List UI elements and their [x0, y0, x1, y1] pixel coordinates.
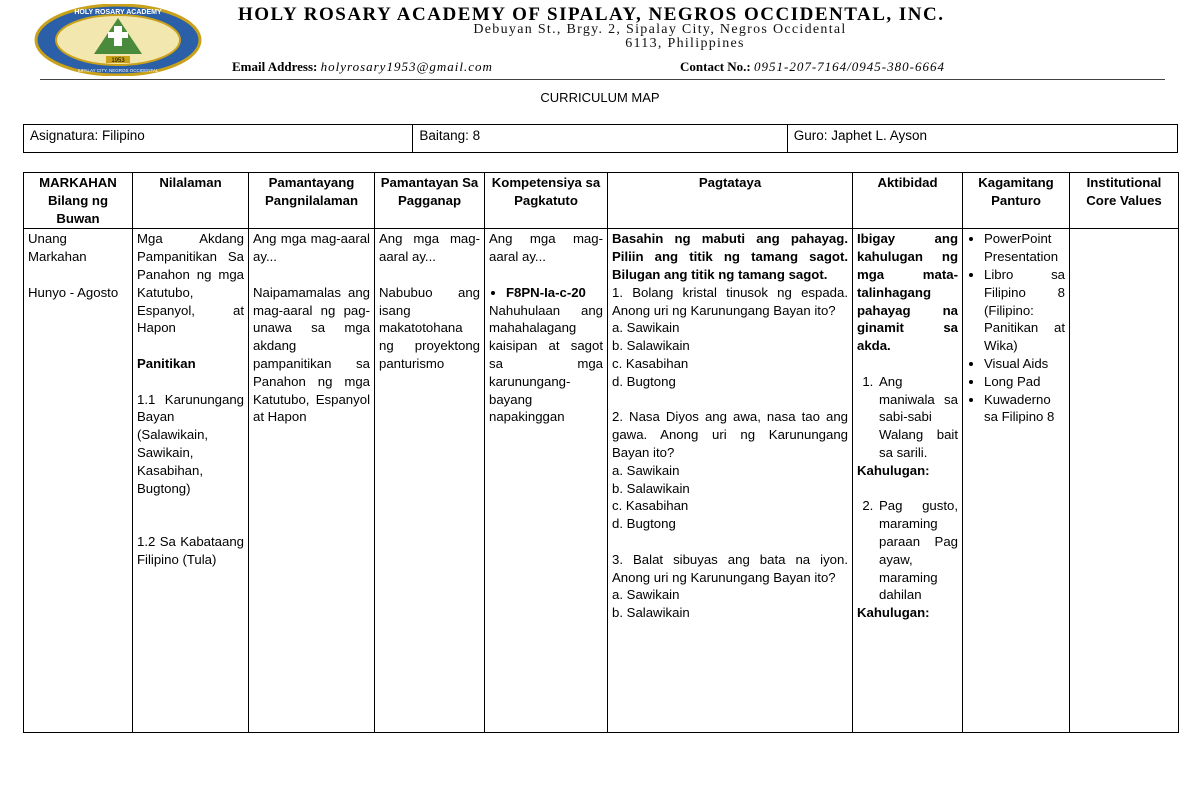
- choice: a. Sawikain: [612, 462, 680, 478]
- nilalaman-cell: [133, 229, 249, 733]
- choice: a. Sawikain: [612, 320, 680, 336]
- aktibidad-item: 2. Pag gusto, maraming paraan Pag ayaw, maraming dahilan: [877, 497, 958, 604]
- header-pagtataya: Pagtataya: [608, 173, 853, 229]
- kompetensiya-intro: Ang mga mag-aaral ay...: [489, 231, 603, 265]
- contact-number: 0951-207-7164/0945-380-6664: [754, 59, 945, 74]
- header-markahan: MARKAHAN Bilang ng Buwan: [24, 173, 133, 229]
- choice: a. Sawikain: [612, 587, 680, 603]
- pagganap-text: Nabubuo ang isang makatotohana ng proyektong panturismo: [379, 284, 480, 371]
- nilalaman-item: 1.1 Karunungang Bayan (Salawikain, Sawikain, Kasabihan, Bugtong): [137, 391, 244, 496]
- header-pangnilalaman: Pamantayang Pangnilalaman: [249, 173, 375, 229]
- svg-text:SIPALAY CITY, NEGROS OCCIDENTA: SIPALAY CITY, NEGROS OCCIDENTAL: [77, 68, 159, 73]
- choice: b. Salawikain: [612, 480, 690, 496]
- header-pagganap: Pamantayan Sa Pagganap: [375, 173, 485, 229]
- kompetensiya-cell: [485, 229, 608, 733]
- header-core-values: Institutional Core Values: [1070, 173, 1179, 229]
- choice: d. Bugtong: [612, 373, 676, 389]
- info-bar: [23, 124, 1178, 153]
- choice: b. Salawikain: [612, 338, 690, 354]
- markahan-quarter: Unang Markahan: [28, 231, 87, 265]
- pangnilalaman-cell: [249, 229, 375, 733]
- email-address: holyrosary1953@gmail.com: [320, 59, 493, 74]
- question-1: 1. Bolang kristal tinusok ng espada. Anong uri ng Karunungang Bayan ito?: [612, 284, 848, 318]
- choice: b. Salawikain: [612, 605, 690, 621]
- teacher-cell: Guro: Japhet L. Ayson: [793, 128, 928, 143]
- letterhead: [0, 0, 1200, 85]
- header-divider: [40, 79, 1165, 80]
- list-item: • Libro sa Filipino 8 (Filipino: Panitikan at Wika): [984, 266, 1065, 355]
- aktibidad-item: 1. Ang maniwala sa sabi-sabi Walang bait sa sarili.: [877, 373, 958, 462]
- markahan-cell: [24, 229, 133, 733]
- school-name: HOLY ROSARY ACADEMY OF SIPALAY, NEGROS OCCIDENTAL, INC.: [238, 4, 945, 25]
- choice: c. Kasabihan: [612, 355, 689, 371]
- choice: c. Kasabihan: [612, 498, 689, 514]
- question-2: 2. Nasa Diyos ang awa, nasa tao ang gawa. Anong uri ng Karunungang Bayan ito?: [612, 409, 848, 460]
- list-item: • Kuwaderno sa Filipino 8: [984, 391, 1065, 427]
- pagganap-intro: Ang mga mag-aaral ay...: [379, 231, 480, 265]
- pangnilalaman-intro: Ang mga mag-aaral ay...: [253, 231, 370, 265]
- core-values-cell: [1070, 229, 1179, 733]
- svg-text:HOLY ROSARY ACADEMY: HOLY ROSARY ACADEMY: [74, 9, 162, 16]
- header-aktibidad: Aktibidad: [853, 173, 963, 229]
- subject-cell: Asignatura: Filipino: [24, 125, 413, 152]
- grade-cell: Baitang: 8: [413, 125, 787, 152]
- list-item: • PowerPoint Presentation: [984, 230, 1065, 266]
- aktibidad-list: [857, 373, 958, 462]
- list-item: • Visual Aids: [984, 355, 1065, 373]
- kompetensiya-code: • F8PN-Ia-c-20: [506, 284, 603, 302]
- kompetensiya-text: Nahuhulaan ang mahahalagang kaisipan at sagot sa mga karunungang-bayang napakinggan: [489, 302, 603, 425]
- pagganap-cell: [375, 229, 485, 733]
- pagtataya-instruction: Basahin ng mabuti ang pahayag. Piliin ang titik ng tamang sagot. Bilugan ang titik ng tamang sagot.: [612, 231, 848, 282]
- school-address-line1: Debuyan St., Brgy. 2, Sipalay City, Negros Occidental: [473, 22, 847, 37]
- header-nilalaman: Nilalaman: [133, 173, 249, 229]
- kagamitan-list: [967, 230, 1065, 426]
- kagamitan-cell: [963, 229, 1070, 733]
- nilalaman-text: Mga Akdang Pampanitikan Sa Panahon ng mga Katutubo, Espanyol, at Hapon: [137, 231, 244, 336]
- email-row: [232, 59, 493, 75]
- contact-row: [680, 59, 945, 75]
- pangnilalaman-text: Naipamamalas ang mag-aaral ng pag-unawa sa mga akdang pampanitikan sa Panahon ng mga Katutubo, Espanyol at Hapon: [253, 284, 370, 425]
- pagtataya-cell: [608, 229, 853, 733]
- page-title: CURRICULUM MAP: [540, 90, 660, 105]
- table-header-row: [24, 173, 1179, 229]
- markahan-months: Hunyo - Agosto: [28, 284, 119, 300]
- list-item: • Long Pad: [984, 373, 1065, 391]
- svg-text:1953: 1953: [111, 58, 125, 64]
- choice: d. Bugtong: [612, 516, 676, 532]
- school-address-line2: 6113, Philippines: [625, 36, 745, 51]
- nilalaman-item: 1.2 Sa Kabataang Filipino (Tula): [137, 533, 244, 567]
- aktibidad-list: [857, 497, 958, 604]
- kompetensiya-code-list: [489, 284, 603, 302]
- curriculum-map-table: [23, 172, 1179, 733]
- kahulugan-label: Kahulugan:: [857, 462, 930, 478]
- kahulugan-label: Kahulugan:: [857, 605, 930, 621]
- email-label: Email Address:: [232, 59, 318, 74]
- aktibidad-cell: [853, 229, 963, 733]
- nilalaman-heading: Panitikan: [137, 355, 196, 371]
- table-row: [24, 229, 1179, 733]
- question-3: 3. Balat sibuyas ang bata na iyon. Anong uri ng Karunungang Bayan ito?: [612, 551, 848, 585]
- aktibidad-instruction: Ibigay ang kahulugan ng mga mata-talinhagang pahayag na ginamit sa akda.: [857, 231, 958, 354]
- header-kagamitan: Kagamitang Panturo: [963, 173, 1070, 229]
- header-kompetensiya: Kompetensiya sa Pagkatuto: [485, 173, 608, 229]
- contact-label: Contact No.:: [680, 59, 751, 74]
